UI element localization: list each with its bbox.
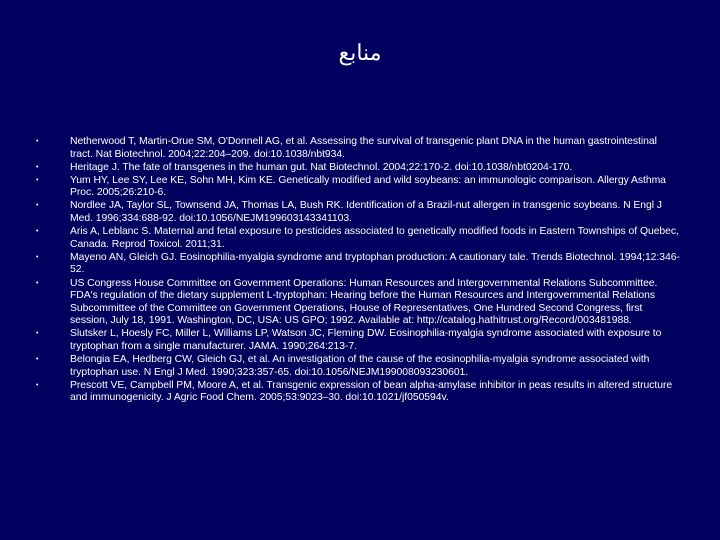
bullet-icon: •	[36, 253, 39, 261]
bullet-icon: •	[36, 356, 39, 364]
bullet-icon: •	[36, 381, 39, 389]
reference-item	[36, 328, 682, 353]
reference-text: Nordlee JA, Taylor SL, Townsend JA, Thomas LA, Bush RK. Identification of a Brazil-nut allergen in transgenic soybeans. N Engl J Med. 1996;334:688-92. doi:10.1056/NEJM199603143341103.	[70, 200, 662, 225]
bullet-icon: •	[36, 163, 39, 171]
slide-title: منابع	[338, 41, 382, 66]
reference-item	[36, 175, 682, 200]
reference-list	[36, 136, 682, 405]
reference-text: Slutsker L, Hoesly FC, Miller L, Williams LP, Watson JC, Fleming DW. Eosinophilia-myalgia syndrome associated with exposure to tryptophan from a single manufacturer. JAMA. 1990;264:213-7.	[70, 328, 662, 352]
reference-text: Aris A, Leblanc S. Maternal and fetal exposure to pesticides associated to genetically modified foods in Eastern Townships of Quebec, Canada. Reprod Toxicol. 2011;31.	[70, 226, 679, 250]
reference-item	[36, 380, 682, 405]
reference-text: Mayeno AN, Gleich GJ. Eosinophilia-myalgia syndrome and tryptophan production: A cautionary tale. Trends Biotechnol. 1994;12:346-52.	[70, 251, 680, 276]
reference-item	[36, 226, 682, 251]
reference-text: Heritage J. The fate of transgenes in the human gut. Nat Biotechnol. 2004;22:170-2. doi:10.1038/nbt0204-170.	[70, 161, 573, 173]
reference-item	[36, 252, 682, 277]
reference-item	[36, 278, 682, 328]
reference-text: Yum HY, Lee SY, Lee KE, Sohn MH, Kim KE. Genetically modified and wild soybeans: an immunologic comparison. Allergy Asthma Proc. 2005;26:210-6.	[70, 174, 666, 199]
reference-item	[36, 162, 682, 175]
bullet-icon: •	[36, 138, 39, 145]
bullet-icon: •	[36, 228, 39, 236]
reference-item	[36, 136, 682, 161]
reference-text: Prescott VE, Campbell PM, Moore A, et al. Transgenic expression of bean alpha-amylase inhibitor in peas results in altered structure and immunogenicity. J Agric Food Chem. 2005;53:9023–30. doi:10.1021/jf050594v.	[70, 379, 673, 404]
bullet-icon: •	[36, 176, 39, 184]
reference-text: Netherwood T, Martin-Orue SM, O'Donnell AG, et al. Assessing the survival of transgenic plant DNA in the human gastrointestinal tract. Nat Biotechnol. 2004;22:204–209. doi:10.1038/nbt934.	[70, 136, 657, 160]
reference-item	[36, 354, 682, 379]
bullet-icon: •	[36, 330, 39, 338]
bullet-icon: •	[36, 202, 39, 210]
reference-text: Belongia EA, Hedberg CW, Gleich GJ, et al. An investigation of the cause of the eosinophilia-myalgia syndrome associated with tryptophan use. N Engl J Med. 1990;323:357-65. doi:10.1056/NEJM199008093230601.	[70, 354, 650, 378]
reference-item	[36, 200, 682, 225]
bullet-icon: •	[36, 279, 39, 287]
reference-text: US Congress House Committee on Government Operations: Human Resources and Intergovernmental Relations Subcommittee. FDA's regulation of the dietary supplement L-tryptophan: Hearing before the Human Resources and Intergovernmental Relations Subcommittee of the Committee on Government Operations, House of Representatives, One Hundred Second Congress, first session, July 18, 1991. Washington, DC, USA: US GPO; 1992. Available at: http://catalog.hathitrust.org/Record/003481988.	[70, 277, 658, 327]
